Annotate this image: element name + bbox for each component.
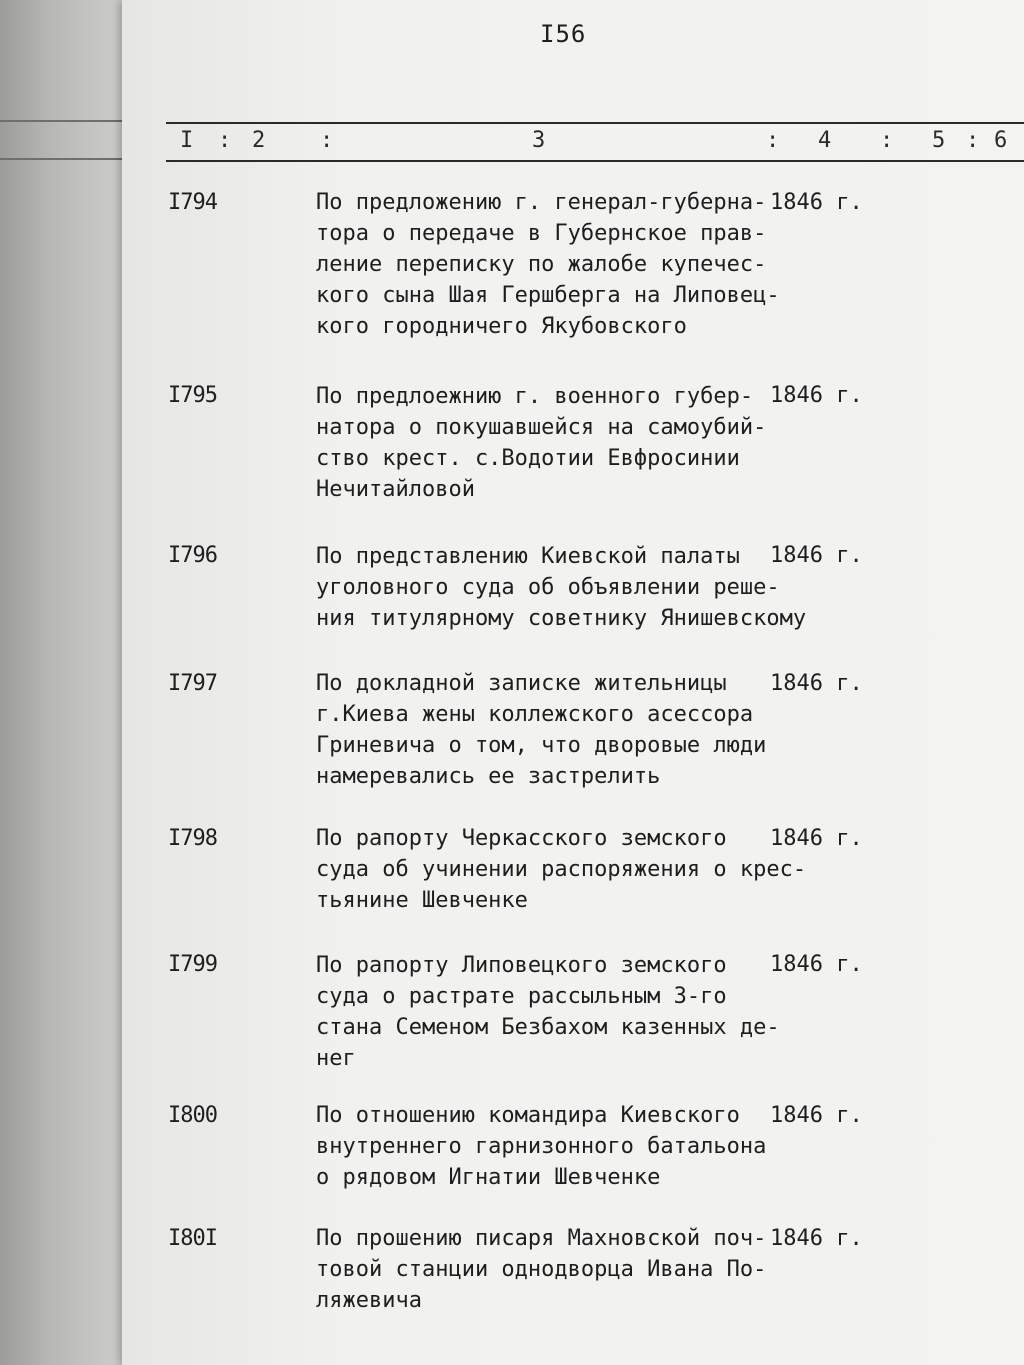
entry-year: 1846 г. (770, 671, 863, 696)
entry-year: 1846 г. (770, 1226, 863, 1251)
header-separator: : (218, 128, 232, 153)
header-separator: : (966, 128, 980, 153)
entry-year: 1846 г. (770, 383, 863, 408)
entry-description: По прошению писаря Махновской поч- товой станции однодворца Ивана По- ляжевича (316, 1226, 767, 1313)
entry-year: 1846 г. (770, 952, 863, 977)
entry-number: I796 (168, 543, 217, 568)
header-col-4: 4 (818, 128, 832, 153)
entry-number: I799 (168, 952, 217, 977)
header-separator: : (766, 128, 780, 153)
entry-description: По докладной записке жительницы г.Киева жены коллежского асессора Гриневича о том, что дворовые люди намеревались ее застрелить (316, 671, 767, 789)
entry-description: По рапорту Черкасского земского суда об учинении распоряжения о крес- тьянине Шевченке (316, 826, 807, 913)
entry-year: 1846 г. (770, 826, 863, 851)
entry-description: По рапорту Липовецкого земского суда о растрате рассыльным 3-го стана Семеном Безбахом казенных де- нег (316, 953, 780, 1071)
entry-description: По предлоежнию г. военного губер- натора о покушавшейся на самоубий- ство крест. с.Водотии Евфросинии Нечитайловой (316, 384, 767, 502)
entry-description: По отношению командира Киевского внутреннего гарнизонного батальона о рядовом Игнатии Шевченке (316, 1103, 767, 1190)
entry-number: I795 (168, 383, 217, 408)
header-col-6: 6 (994, 128, 1008, 153)
entry-number: I794 (168, 190, 217, 215)
entry-year: 1846 г. (770, 1103, 863, 1128)
header-separator: : (320, 128, 334, 153)
entry-description: По представлению Киевской палаты уголовного суда об объявлении реше- ния титулярному советнику Янишевскому (316, 544, 807, 631)
entry-description: По предложению г. генерал-губерна- тора о передаче в Губернское прав- ление переписку по жалобе купечес- кого сына Шая Гершберга на Липовец- кого городничего Якубовского (316, 190, 780, 339)
entry-number: I80I (168, 1226, 217, 1251)
table-header-top-rule (166, 122, 1024, 124)
header-col-5: 5 (932, 128, 946, 153)
table-header-bottom-rule (166, 160, 1024, 162)
header-col-3: 3 (532, 128, 546, 153)
previous-page-edge (0, 0, 130, 1365)
entry-number: I797 (168, 671, 217, 696)
header-col-1: I (180, 128, 194, 153)
entry-year: 1846 г. (770, 190, 863, 215)
entry-year: 1846 г. (770, 543, 863, 568)
previous-page-rule (0, 120, 125, 122)
entry-number: I800 (168, 1103, 217, 1128)
entry-number: I798 (168, 826, 217, 851)
header-separator: : (880, 128, 894, 153)
previous-page-rule (0, 158, 125, 160)
header-col-2: 2 (252, 128, 266, 153)
page-number: I56 (540, 20, 587, 48)
